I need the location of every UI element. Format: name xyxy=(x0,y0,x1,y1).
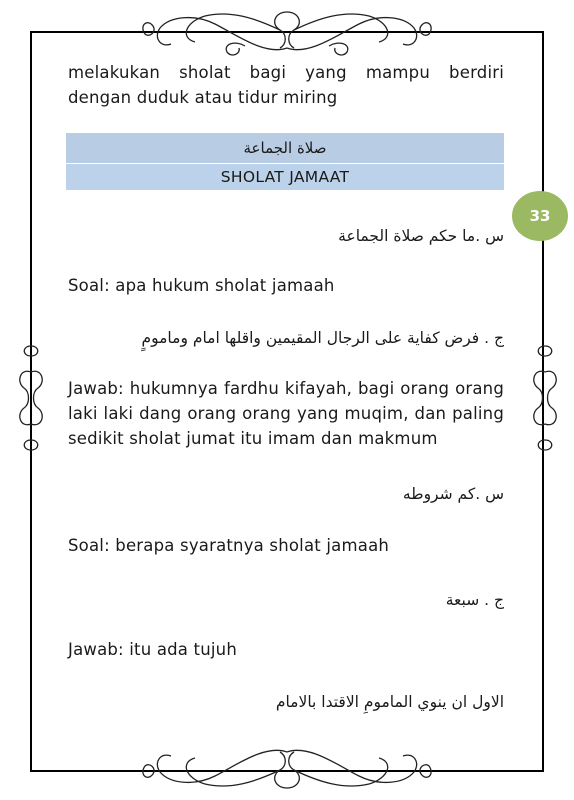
answer-1-arabic: ج . فرض كفاية على الرجال المقيمين واقلها امام ومامومٍ xyxy=(141,329,504,347)
top-flourish-icon xyxy=(135,4,440,62)
question-2-arabic: س .كم شروطه xyxy=(402,485,504,503)
answer-2-latin: Jawab: itu ada tujuh xyxy=(68,640,237,659)
intro-paragraph: melakukan sholat bagi yang mampu berdiri dengan duduk atau tidur miring xyxy=(68,63,504,107)
answer-1-latin: Jawab: hukumnya fardhu kifayah, bagi orang orang laki laki dang orang orang yang muqim, dan paling sedikit sholat jumat itu imam dan makmum xyxy=(68,379,504,448)
question-1-latin: Soal: apa hukum sholat jamaah xyxy=(68,276,335,295)
section-heading-latin: SHOLAT JAMAAT xyxy=(66,164,504,190)
question-1-arabic: س .ما حكم صلاة الجماعة xyxy=(338,227,504,245)
page-number-badge: 33 xyxy=(512,191,568,241)
question-2-latin: Soal: berapa syaratnya sholat jamaah xyxy=(68,536,390,555)
condition-1-arabic: الاول ان ينوي المامومِ الاقتدا بالامام xyxy=(275,693,504,711)
left-scroll-icon xyxy=(12,342,50,454)
bottom-flourish-icon xyxy=(135,738,440,796)
right-scroll-icon xyxy=(526,342,564,454)
answer-2-arabic: ج . سبعة xyxy=(445,591,504,609)
section-heading-arabic: صلاة الجماعة xyxy=(66,133,504,163)
